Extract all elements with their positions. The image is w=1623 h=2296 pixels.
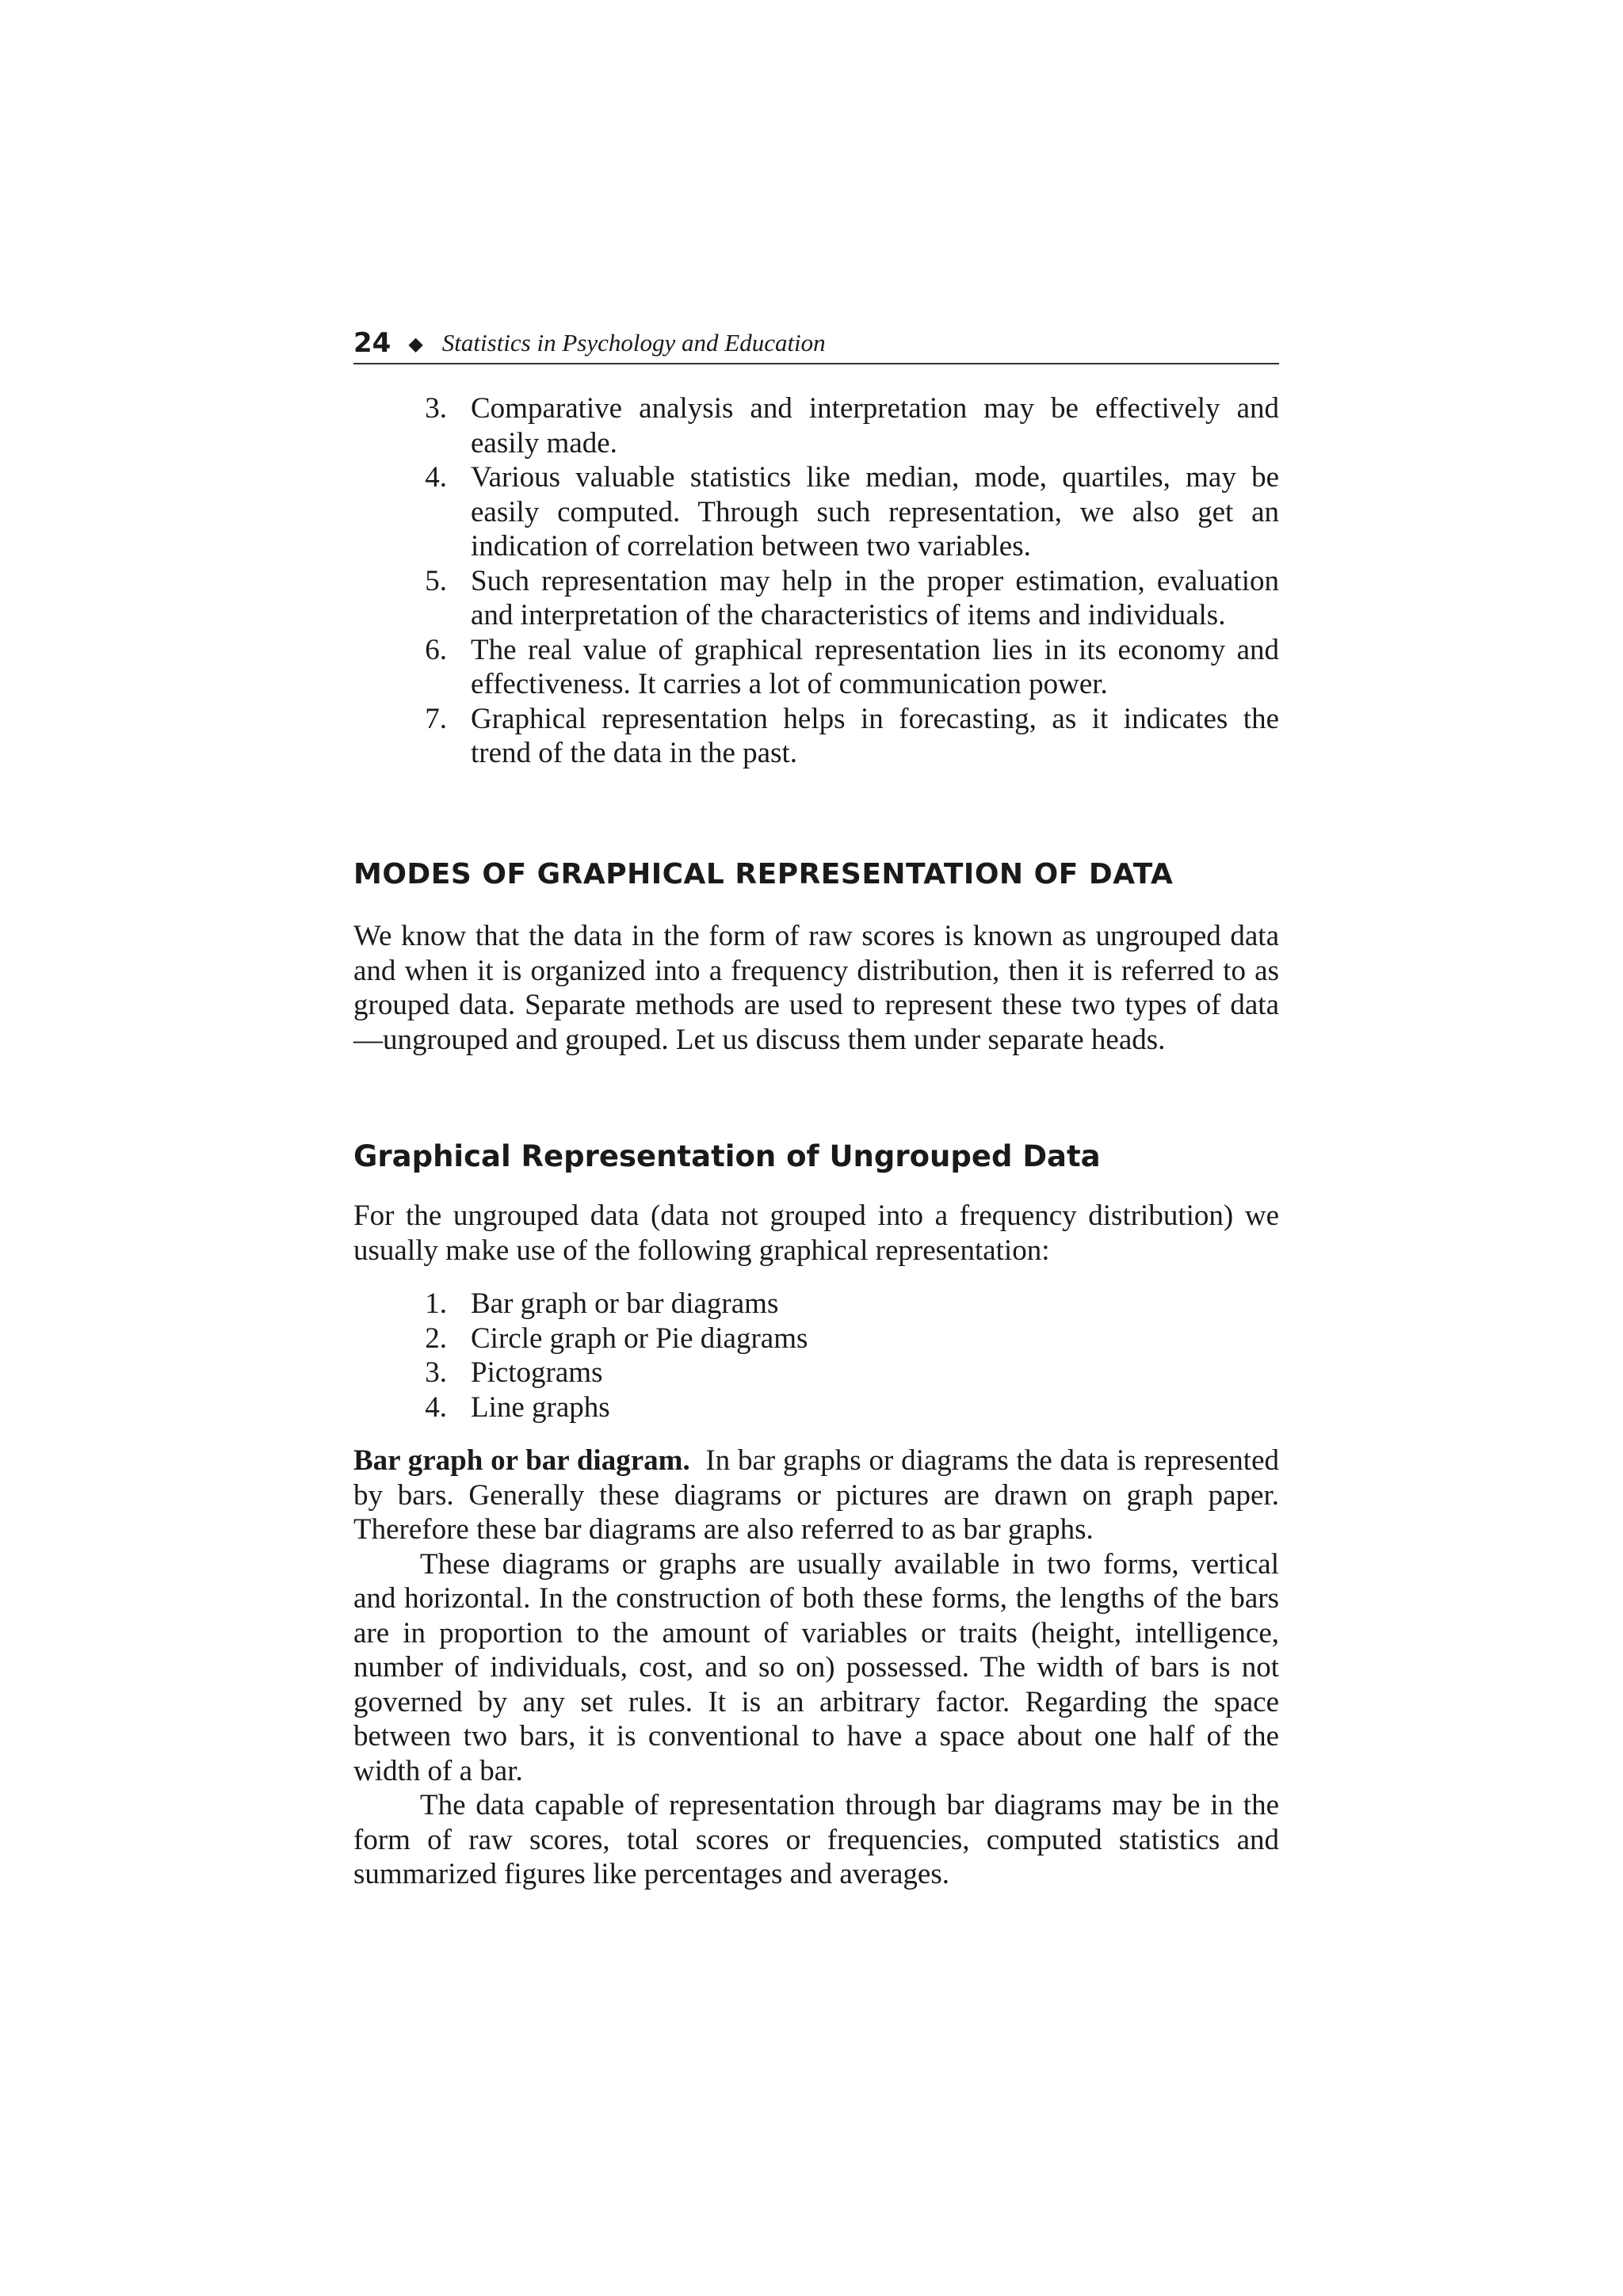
list-item — [353, 564, 1279, 633]
section-body — [353, 919, 1279, 1057]
list-item — [353, 1287, 1279, 1322]
subsection-paragraph: For the ungrouped data (data not grouped into a frequency distribution) we usually make use of the following graphical representation: — [353, 1199, 1279, 1267]
graph-types-list — [353, 1287, 1279, 1425]
list-item-number: 3. — [425, 392, 447, 425]
list-item-number: 4. — [425, 1390, 447, 1424]
list-item-text: Bar graph or bar diagrams — [471, 1287, 779, 1320]
list-item-number: 3. — [425, 1356, 447, 1389]
list-item-text: Circle graph or Pie diagrams — [471, 1322, 808, 1355]
subsection-body — [353, 1199, 1279, 1268]
list-item-text: Pictograms — [471, 1356, 603, 1389]
list-item — [353, 633, 1279, 702]
list-item — [353, 1390, 1279, 1425]
running-title: Statistics in Psychology and Education — [441, 328, 826, 357]
bar-graph-section — [353, 1444, 1279, 1892]
advantages-list — [353, 391, 1279, 771]
running-header — [353, 322, 1279, 364]
list-item — [353, 702, 1279, 771]
list-item-number: 6. — [425, 633, 447, 666]
list-item-number: 1. — [425, 1287, 447, 1320]
list-item-text: Graphical representation helps in forecasting, as it indicates the trend of the data in the past. — [471, 702, 1279, 769]
list-item-number: 7. — [425, 702, 447, 735]
list-item-number: 2. — [425, 1322, 447, 1355]
run-in-heading: Bar graph or bar diagram. — [353, 1444, 690, 1477]
subsection-heading: Graphical Representation of Ungrouped Data — [353, 1139, 1101, 1173]
bar-graph-paragraph — [353, 1444, 1279, 1547]
list-item-number: 5. — [425, 564, 447, 597]
section-paragraph: We know that the data in the form of raw scores is known as ungrouped data and when it is organized into a frequency distribution, then it is referred to as grouped data. Separate methods are used to represent these two types of data—ungrouped and grouped. Let us discuss them under separate heads. — [353, 920, 1279, 1056]
list-item-text: Comparative analysis and interpretation may be effectively and easily made. — [471, 392, 1279, 460]
list-item-text: Such representation may help in the proper estimation, evaluation and interpretation of the characteristics of items and individuals. — [471, 564, 1279, 631]
section-heading: MODES OF GRAPHICAL REPRESENTATION OF DATA — [353, 858, 1174, 891]
diamond-icon: ◆ — [408, 332, 423, 355]
list-item — [353, 460, 1279, 564]
list-item — [353, 1356, 1279, 1390]
list-item — [353, 391, 1279, 460]
list-item — [353, 1322, 1279, 1356]
list-item-text: Various valuable statistics like median, mode, quartiles, may be easily computed. Through such representation, we also get an indication of correlation between two variables. — [471, 461, 1279, 563]
page-number: 24 — [353, 327, 391, 359]
bar-forms-paragraph: These diagrams or graphs are usually available in two forms, vertical and horizontal. In the construction of both these forms, the lengths of the bars are in proportion to the amount of variables or traits (height, intelligence, number of individuals, cost, and so on) possessed. The width of bars is not governed by any set rules. It is an arbitrary factor. Regarding the space between two bars, it is conventional to have a space about one half of the width of a bar. — [353, 1547, 1279, 1787]
list-item-text: Line graphs — [471, 1390, 610, 1424]
list-item-number: 4. — [425, 461, 447, 494]
bar-data-paragraph: The data capable of representation through bar diagrams may be in the form of raw scores, total scores or frequencies, computed statistics and summarized figures like percentages and averages. — [353, 1789, 1279, 1890]
list-item-text: The real value of graphical representation lies in its economy and effectiveness. It carries a lot of communication power. — [471, 633, 1279, 700]
bar-graph-text: In bar graphs or diagrams the data is represented by bars. Generally these diagrams or pictures are drawn on graph paper. Therefore these bar diagrams are also referred to as bar graphs. — [353, 1444, 1279, 1546]
